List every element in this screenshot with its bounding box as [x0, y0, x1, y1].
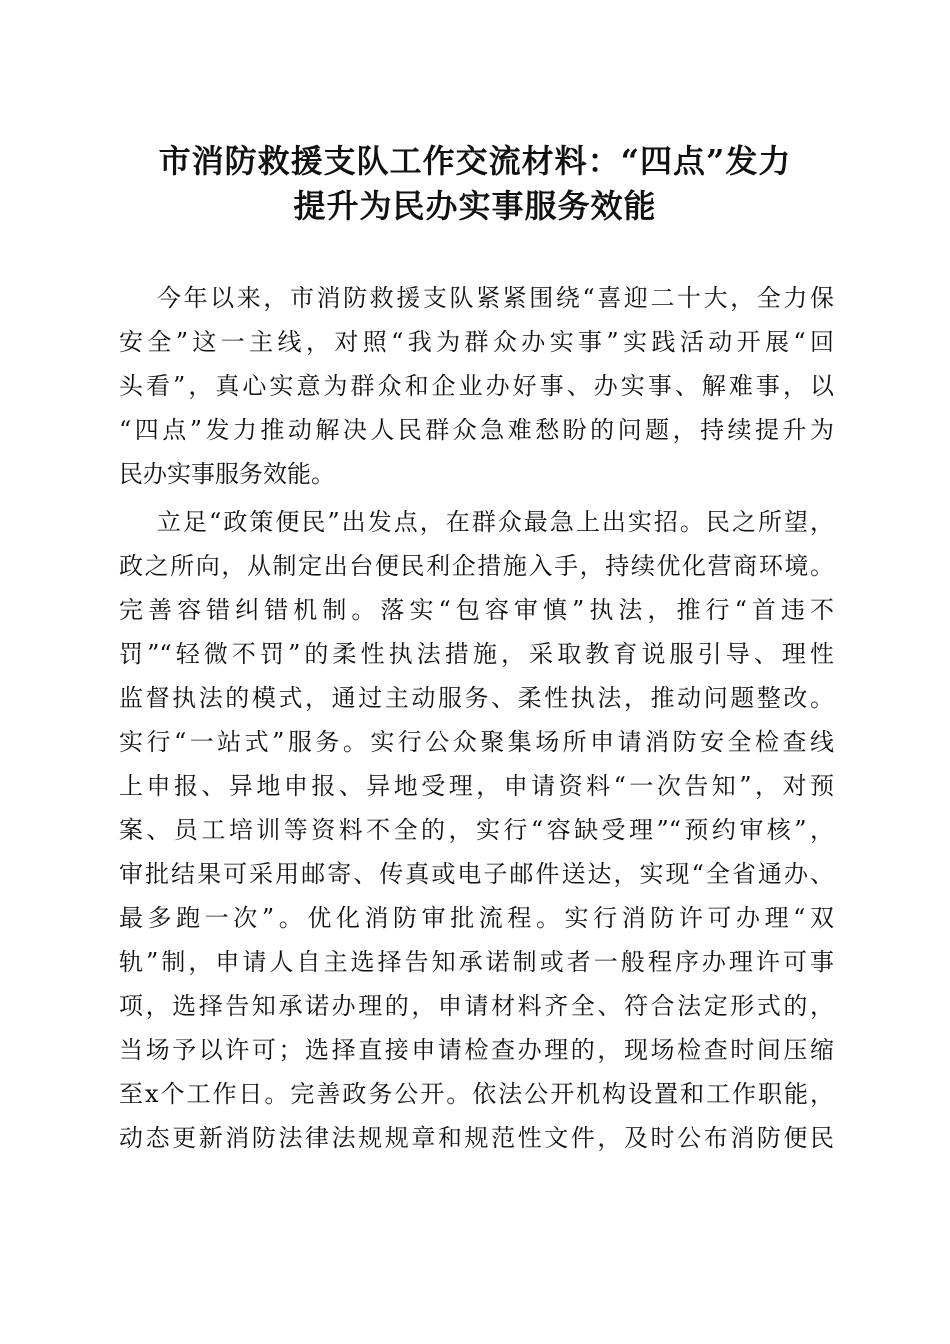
paragraph-line: 审批结果可采用邮寄、传真或电子邮件送达，实现“全省通办、 — [119, 860, 834, 888]
paragraph-line: 当场予以许可；选择直接申请检查办理的，现场检查时间压缩 — [119, 1036, 834, 1064]
paragraph-line: 立足“政策便民”出发点，在群众最急上出实招。民之所望， — [157, 508, 834, 536]
paragraph-line: 头看”，真心实意为群众和企业办好事、办实事、解难事，以 — [119, 372, 834, 400]
paragraph-line: 今年以来，市消防救援支队紧紧围绕“喜迎二十大，全力保 — [157, 284, 834, 312]
paragraph-line: 动态更新消防法律法规规章和规范性文件，及时公布消防便民 — [119, 1124, 834, 1152]
paragraph-line: “四点”发力推动解决人民群众急难愁盼的问题，持续提升为 — [119, 416, 834, 444]
paragraph-line: 完善容错纠错机制。落实“包容审慎”执法，推行“首违不 — [119, 596, 834, 624]
paragraph-line: 实行“一站式”服务。实行公众聚集场所申请消防安全检查线 — [119, 728, 834, 756]
paragraph-line: 案、员工培训等资料不全的，实行“容缺受理”“预约审核”， — [119, 816, 834, 844]
paragraph-line: 民办实事服务效能。 — [119, 460, 335, 488]
paragraph-line: 至x个工作日。完善政务公开。依法公开机构设置和工作职能， — [119, 1080, 834, 1108]
paragraph-line: 最多跑一次”。优化消防审批流程。实行消防许可办理“双 — [119, 904, 834, 932]
paragraph-line: 罚”“轻微不罚”的柔性执法措施，采取教育说服引导、理性 — [119, 640, 834, 668]
paragraph-line: 安全”这一主线，对照“我为群众办实事”实践活动开展“回 — [119, 328, 834, 356]
paragraph-line: 轨”制，申请人自主选择告知承诺制或者一般程序办理许可事 — [119, 948, 834, 976]
paragraph-line: 项，选择告知承诺办理的，申请材料齐全、符合法定形式的， — [119, 992, 834, 1020]
document-title-line-2: 提升为民办实事服务效能 — [293, 187, 657, 225]
document-title-line-1: 市消防救援支队工作交流材料：“四点”发力 — [158, 142, 792, 180]
paragraph-line: 政之所向，从制定出台便民利企措施入手，持续优化营商环境。 — [119, 552, 834, 580]
paragraph-line: 监督执法的模式，通过主动服务、柔性执法，推动问题整改。 — [119, 684, 834, 712]
paragraph-line: 上申报、异地申报、异地受理，申请资料“一次告知”，对预 — [119, 772, 834, 800]
